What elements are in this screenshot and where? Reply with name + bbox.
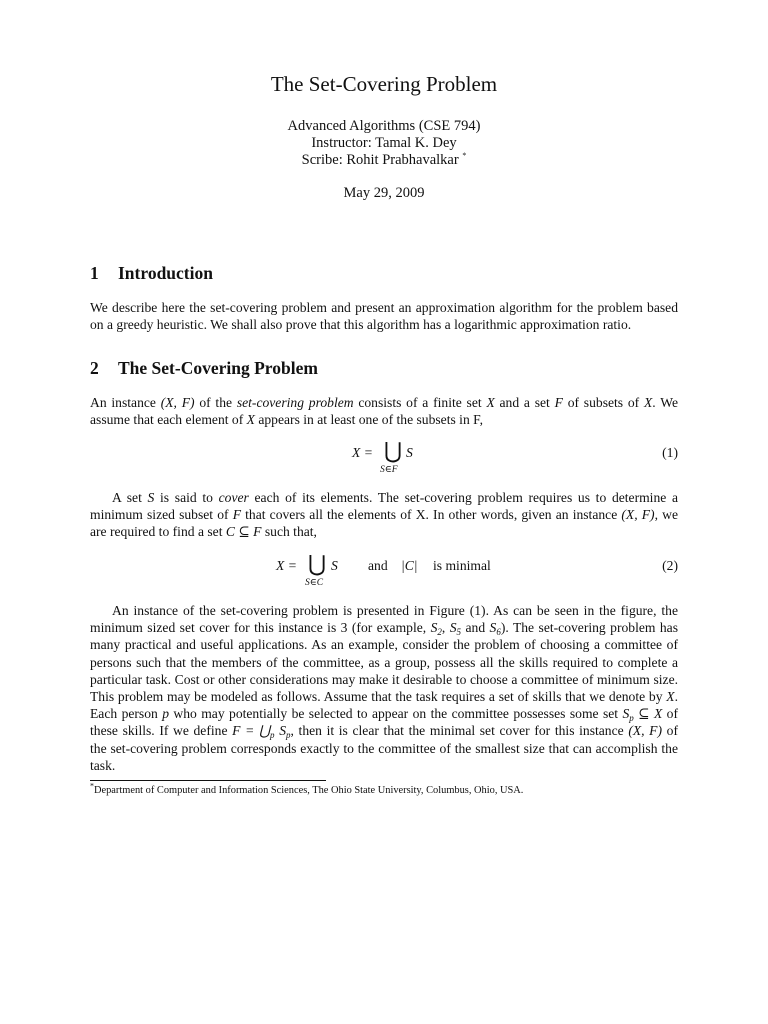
date-line: May 29, 2009 [343, 185, 425, 201]
text-line: persons such that the members of the committee, as a group, possess all the skills required to complete a [90, 654, 678, 670]
big-union-symbol: ⋃ [308, 551, 327, 576]
union-index: S∈F [380, 465, 398, 475]
equation-condition: is minimal [433, 558, 491, 573]
equation-rhs: S [331, 558, 338, 573]
equation-lhs: X = [352, 445, 373, 460]
text-line: minimum sized subset of F that covers all the elements of X. In other words, given an instance (X, F), we [90, 507, 678, 523]
section-number: 2 [90, 358, 99, 378]
intro-paragraph [90, 299, 678, 333]
equation-number: (2) [662, 558, 678, 573]
equation-rhs: S [406, 445, 413, 460]
equation-and: and [368, 558, 388, 573]
footnote-rule [90, 780, 326, 781]
union-index: S∈C [305, 578, 324, 588]
footnote [90, 781, 524, 796]
emphasis-term: set-covering problem [236, 395, 354, 410]
text-line: Each person p who may potentially be selected to appear on the committee possesses some set $S_p$ ⊆ X of [90, 706, 678, 724]
section-heading-set-covering [90, 358, 318, 379]
text-line: An instance (X, F) of the set-covering problem consists of a finite set X and a set F of subsets of X. We [90, 395, 678, 410]
scribe-footnote-mark: * [462, 151, 467, 161]
text-line: We describe here the set-covering problem and present an approximation algorithm for the problem based [90, 300, 678, 315]
text-line: many practical and useful applications. As an example, consider the problem of choosing a committee of [90, 637, 678, 653]
cover-paragraph [90, 489, 678, 541]
example-paragraph [90, 602, 678, 774]
scribe-line [0, 152, 768, 169]
text-line: these skills. If we define $F = ⋃_p$ $S_p$, then it is clear that the minimal set cover for this instance (X, F) of [90, 723, 678, 741]
equation-lhs: X = [276, 558, 297, 573]
text-line: particular task. Cost or other considerations may make it desirable to choose a committee of minimum size. [90, 671, 678, 687]
instructor-line: Instructor: Tamal K. Dey [311, 135, 457, 151]
section-heading-introduction [90, 263, 213, 284]
section-number: 1 [90, 263, 99, 283]
cardinality: |C| [401, 558, 418, 573]
footnote-text: Department of Computer and Information Sciences, The Ohio State University, Columbus, Ohio, USA. [94, 785, 524, 796]
paper-title: The Set-Covering Problem [270, 72, 498, 96]
scribe-name: Scribe: Rohit Prabhavalkar [301, 152, 459, 168]
section-title: The Set-Covering Problem [118, 358, 318, 378]
text-line: A set S is said to cover each of its elements. The set-covering problem requires us to determine a [112, 490, 679, 505]
text-line: assume that each element of X appears in at least one of the subsets in F, [90, 412, 484, 428]
text-line: This problem may be modeled as follows. Assume that the task requires a set of skills that we denote by X. [90, 688, 678, 704]
big-union-symbol: ⋃ [384, 438, 403, 463]
text-line: task. [90, 757, 116, 773]
emphasis-term: cover [218, 490, 249, 505]
text-line: on a greedy heuristic. We shall also prove that this algorithm has a logarithmic approximation ratio. [90, 317, 632, 333]
text-line: the set-covering problem corresponds exactly to the committee of the smallest size that can accomplish the [90, 740, 678, 756]
text-line: An instance of the set-covering problem is presented in Figure (1). As can be seen in the figure, the [112, 603, 678, 618]
equation-number: (1) [662, 445, 678, 460]
text-line: minimum sized set cover for this instance is 3 (for example, $S_2$, $S_5$ and $S_6$). The set-covering problem has [90, 620, 679, 638]
course-line: Advanced Algorithms (CSE 794) [287, 118, 481, 134]
definition-paragraph [90, 394, 678, 428]
section-title: Introduction [118, 263, 213, 283]
text-line: are required to find a set C ⊆ F such that, [90, 524, 317, 540]
footnote-mark: * [90, 781, 94, 791]
